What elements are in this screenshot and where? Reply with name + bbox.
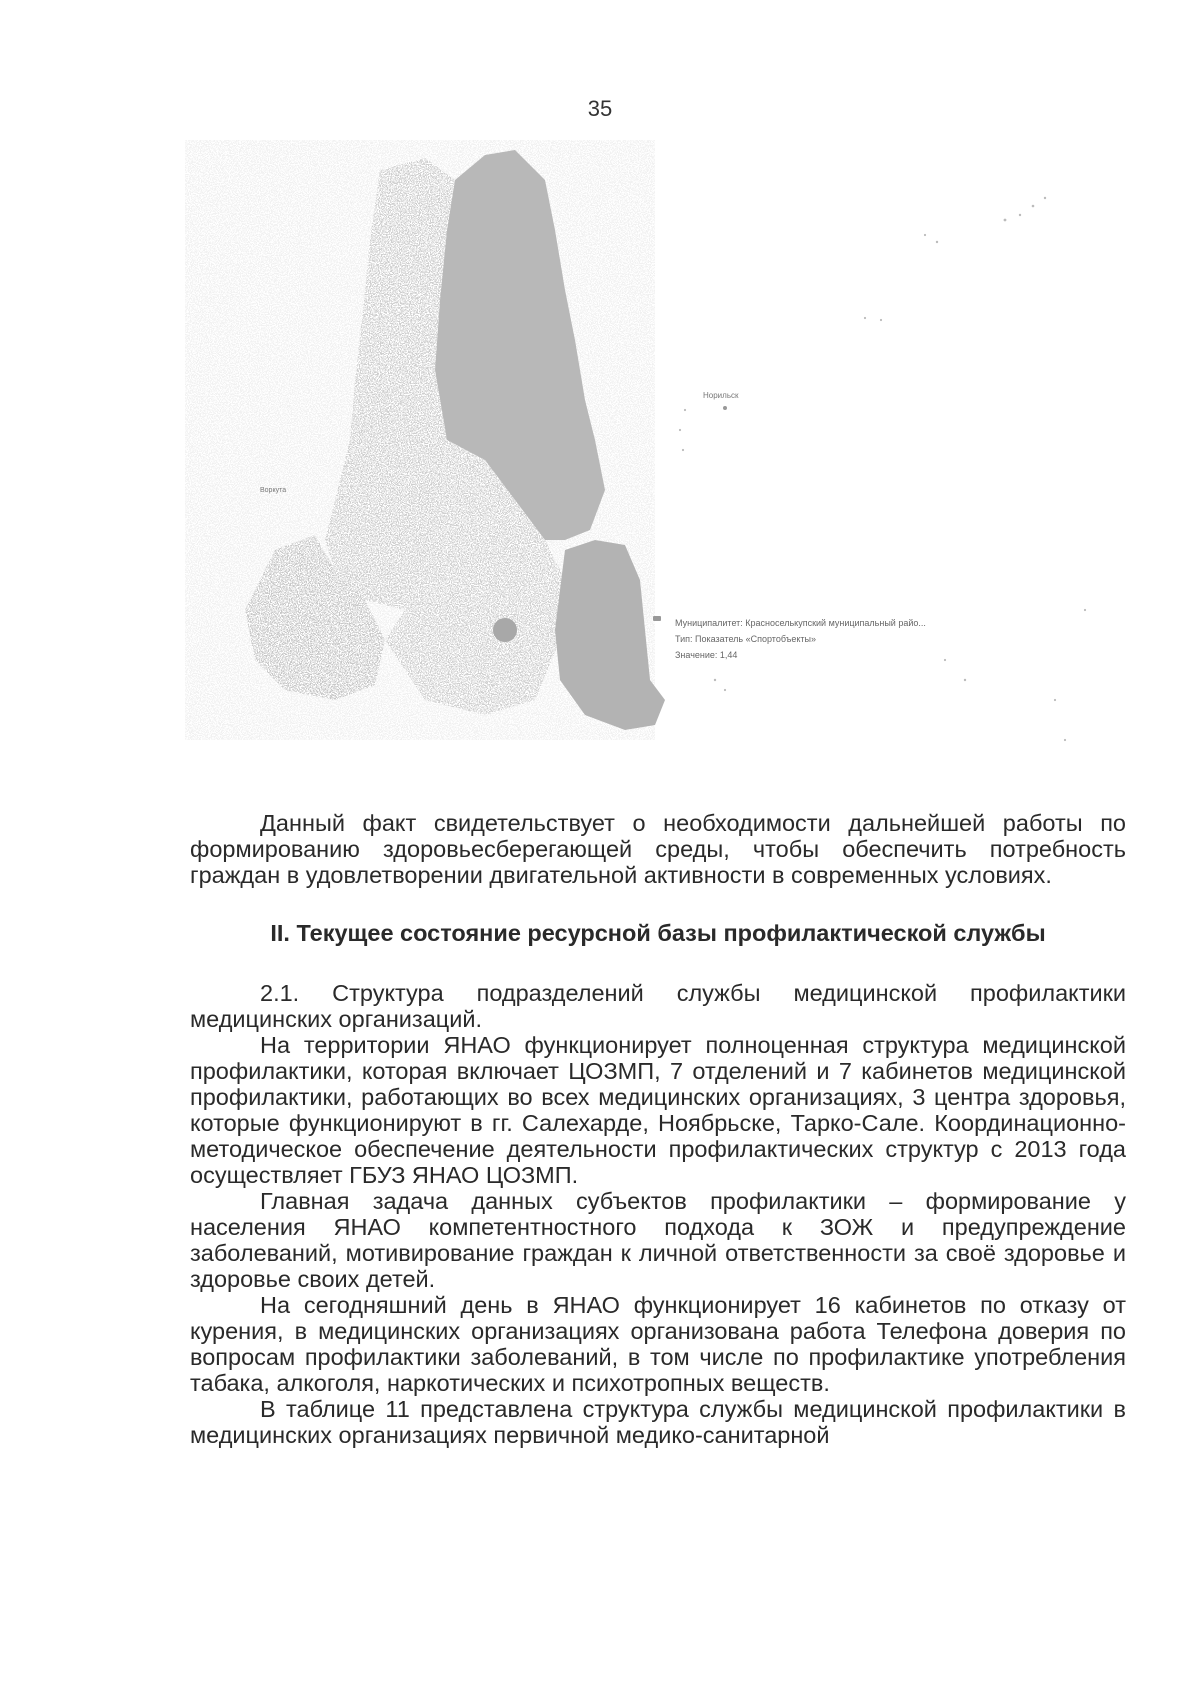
tooltip-municipality: Муниципалитет: Красноселькупский муниципальный райо... — [675, 618, 926, 628]
paragraph-smoking-cabinets: На сегодняшний день в ЯНАО функционирует 16 кабинетов по отказу от курения, в медицинских организациях организована работа Телефона доверия по вопросам профилактики заболеваний, в том числе по профилактике употребления табака, алкоголя, наркотических и психотропных веществ. — [190, 1292, 1126, 1396]
tooltip-type: Тип: Показатель «Спортобъекты» — [675, 634, 816, 644]
paragraph-1: Данный факт свидетельствует о необходимости дальнейшей работы по формированию здоровьесберегающей среды, чтобы обеспечить потребность граждан в удовлетворении двигательной активности в современных условиях. — [190, 810, 1126, 888]
map-tooltip — [653, 616, 926, 660]
paragraph-structure: На территории ЯНАО функционирует полноценная структура медицинской профилактики, которая включает ЦОЗМП, 7 отделений и 7 кабинетов медицинской профилактики, работающих во всех медицинских организациях, 3 центра здоровья, которые функционируют в гг. Салехарде, Ноябрьске, Тарко-Сале. Координационно-методическое обеспечение деятельности профилактических структур с 2013 года осуществляет ГБУЗ ЯНАО ЦОЗМП. — [190, 1032, 1126, 1188]
region-map-svg — [185, 140, 1135, 790]
paragraph-table-reference: В таблице 11 представлена структура службы медицинской профилактики в медицинских организациях первичной медико-санитарной — [190, 1396, 1126, 1448]
section-body — [190, 980, 1126, 1448]
section-heading: II. Текущее состояние ресурсной базы профилактической службы — [270, 920, 1046, 946]
map-lake — [493, 618, 517, 642]
page-number: 35 — [587, 96, 613, 121]
map-city-label-vorkuta: Воркута — [260, 487, 287, 494]
tooltip-value: Значение: 1,44 — [675, 650, 738, 660]
map-city-label-norilsk: Норильск — [703, 391, 739, 400]
tooltip-swatch — [653, 616, 661, 621]
map-scatter-dots — [679, 197, 1086, 741]
paragraph-main-task: Главная задача данных субъектов профилактики – формирование у населения ЯНАО компетентностного подхода к ЗОЖ и предупреждение заболеваний, мотивирование граждан к личной ответственности за своё здоровье и здоровье своих детей. — [190, 1188, 1126, 1292]
map-city-marker-norilsk — [723, 406, 727, 410]
region-map — [185, 140, 1135, 790]
paragraph-structure-title: 2.1. Структура подразделений службы медицинской профилактики медицинских организаций. — [190, 980, 1126, 1032]
paragraph-conclusion — [190, 810, 1126, 888]
